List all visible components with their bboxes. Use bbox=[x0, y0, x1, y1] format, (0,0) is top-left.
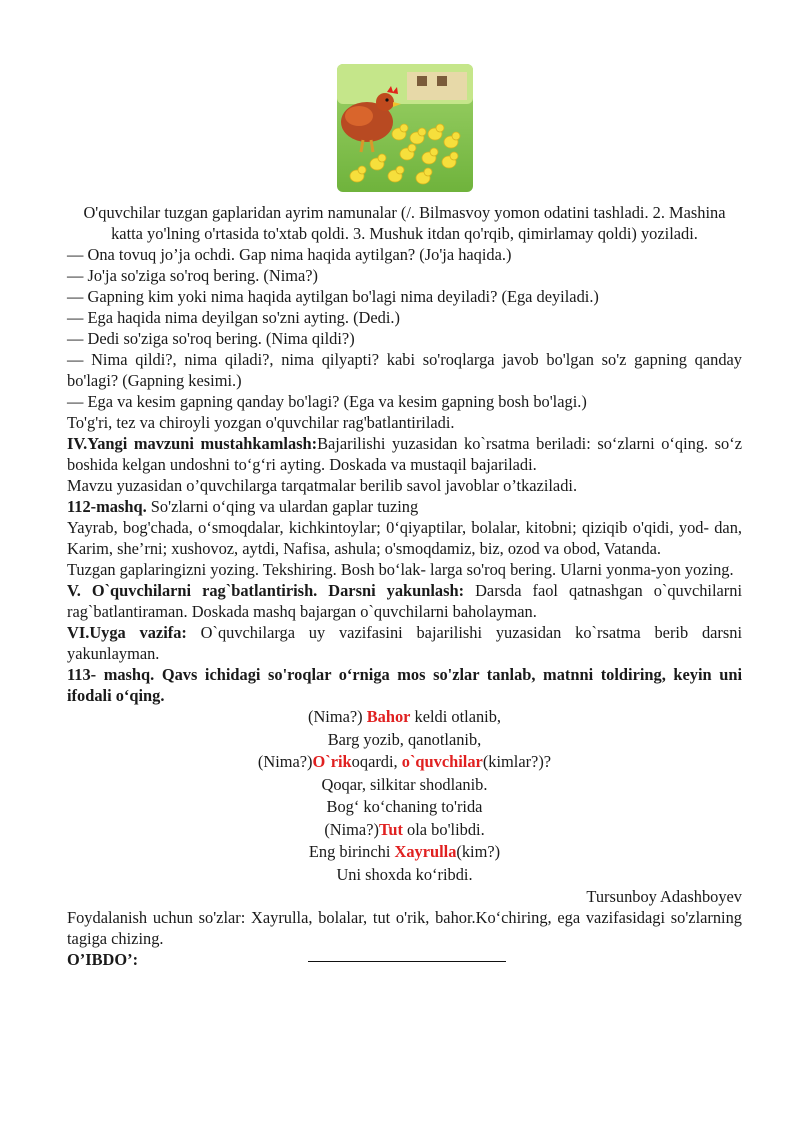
section-5 bbox=[67, 580, 742, 622]
signature-line bbox=[308, 961, 506, 962]
document-page bbox=[67, 64, 742, 970]
poem-line bbox=[67, 706, 742, 729]
poem-line: Uni shoxda ko‘ribdi. bbox=[336, 864, 473, 884]
poem-text: (Nima?) bbox=[257, 752, 313, 771]
poem-line bbox=[67, 819, 742, 842]
poem-line: Qoqar, silkitar shodlanib. bbox=[321, 774, 488, 794]
poem-text: ola bo'libdi. bbox=[402, 819, 485, 839]
filled-word: Xayrulla bbox=[394, 842, 457, 861]
praise-line: To'g'ri, tez va chiroyli yozgan o'quvchilar rag'batlantiriladi. bbox=[67, 413, 455, 432]
poem-line bbox=[67, 841, 742, 864]
hen-chicks-illustration bbox=[337, 64, 473, 192]
section-5-text: Darsda faol qatnashgan o`quvchilarni rag`batlantiraman. Doskada mashq bajargan o`quvchilarni baholayman. bbox=[67, 581, 743, 621]
poem-text: (kimlar?)? bbox=[482, 752, 552, 771]
intro-paragraph: O'quvchilar tuzgan gaplaridan ayrim namunalar (/. Bilmasvoy yomon odatini tashladi. 2. Mashina katta yo'lning o'rtasida to'xtab qoldi. 3. Mushuk itdan qo'rqib, qimirlamay qoldi) yoziladi. bbox=[83, 203, 726, 243]
poem-text: (kim?) bbox=[456, 842, 501, 861]
exercise-113-title: 113- mashq. Qavs ichidagi so'roqlar o‘rniga mos so'zlar tanlab, matnni toldiring, keyin uni ifodali o‘qing. bbox=[67, 665, 742, 705]
section-5-title: V. O`quvchilarni rag`batlantirish. Darsni yakunlash: bbox=[67, 581, 465, 600]
section-6-text: O`quvchilarga uy vazifasini bajarilishi yuzasidan ko`rsatma berib darsni yakunlayman. bbox=[67, 623, 742, 663]
dialog-line: — Ega va kesim gapning qanday bo'lagi? (Ega va kesim gapning bosh bo'lagi.) bbox=[67, 392, 587, 411]
poem-text: Eng birinchi bbox=[308, 842, 395, 861]
exercise-112-task: Tuzgan gaplaringizni yozing. Tekshiring. Bosh bo‘lak- larga so'roq bering. Ularni yonma-yon yozing. bbox=[67, 560, 734, 579]
dialog-line: — Nima qildi?, nima qiladi?, nima qilyapti? kabi so'roqlarga javob bo'lgan so'z gapning qanday bo'lagi? (Gapning kesimi.) bbox=[67, 350, 742, 390]
dialog-line: — Ega haqida nima deyilgan so'zni ayting. (Dedi.) bbox=[67, 308, 400, 327]
exercise-112-instruction: So'zlarni o‘qing va ulardan gaplar tuzing bbox=[146, 497, 419, 516]
poem-line bbox=[67, 751, 742, 774]
poem-author: Tursunboy Adashboyev bbox=[586, 887, 742, 906]
section-6 bbox=[67, 622, 742, 664]
poem-line: Barg yozib, qanotlanib, bbox=[327, 729, 482, 749]
section-4-title: IV.Yangi mavzuni mustahkamlash: bbox=[67, 434, 318, 453]
exercise-112-heading bbox=[67, 496, 742, 517]
filled-word: o`quvchilar bbox=[401, 752, 483, 771]
filled-word: O`rik bbox=[312, 752, 352, 771]
poem-text: oqardi, bbox=[351, 752, 402, 771]
poem-text: (Nima?) bbox=[324, 819, 379, 839]
section-4 bbox=[67, 433, 742, 475]
dialog-line: — Ona tovuq jo’ja ochdi. Gap nima haqida aytilgan? (Jo'ja haqida.) bbox=[67, 245, 512, 264]
section-4-text: Bajarilishi yuzasidan ko`rsatma beriladi: so‘zlarni o‘qing. so‘z boshida kelgan undoshni to‘g‘ri ayting. Doskada va mustaqil bajariladi. bbox=[67, 434, 742, 474]
dialog-line: — Jo'ja so'ziga so'roq bering. (Nima?) bbox=[67, 266, 319, 285]
poem-text: keldi otlanib, bbox=[410, 707, 502, 726]
filled-word: Tut bbox=[378, 819, 403, 839]
footer-line bbox=[67, 949, 742, 970]
poem bbox=[67, 706, 742, 886]
dialog-line: — Dedi so'ziga so'roq bering. (Nima qildi?) bbox=[67, 329, 355, 348]
helper-words: Foydalanish uchun so'zlar: Xayrulla, bolalar, tut o'rik, bahor.Ko‘chiring, ega vazifasidagi so'zlarning tagiga chizing. bbox=[67, 908, 742, 948]
footer-label: O’IBDO’: bbox=[67, 950, 139, 969]
poem-text: (Nima?) bbox=[307, 707, 367, 726]
dialog-line: — Gapning kim yoki nima haqida aytilgan bo'lagi nima deyiladi? (Ega deyiladi.) bbox=[67, 287, 599, 306]
filled-word: Bahor bbox=[366, 707, 411, 726]
exercise-112-title: 112-mashq. bbox=[67, 497, 147, 516]
section-6-title: VI.Uyga vazifa: bbox=[67, 623, 187, 642]
exercise-112-words: Yayrab, bog'chada, o‘smoqdalar, kichkintoylar; 0‘qiyaptilar, bolalar, kitobni; qiziqib o'qidi, yod- dan, Karim, she’rni; xushovoz, aytdi, Nafisa, ashula; o'smoqdamiz, biz, ozod va obod, Vatanda. bbox=[67, 518, 742, 558]
poem-line: Bog‘ ko‘chaning to'rida bbox=[326, 797, 483, 816]
section-4-text2: Mavzu yuzasidan o’quvchilarga tarqatmalar berilib savol javoblar o’tkaziladi. bbox=[67, 476, 578, 495]
